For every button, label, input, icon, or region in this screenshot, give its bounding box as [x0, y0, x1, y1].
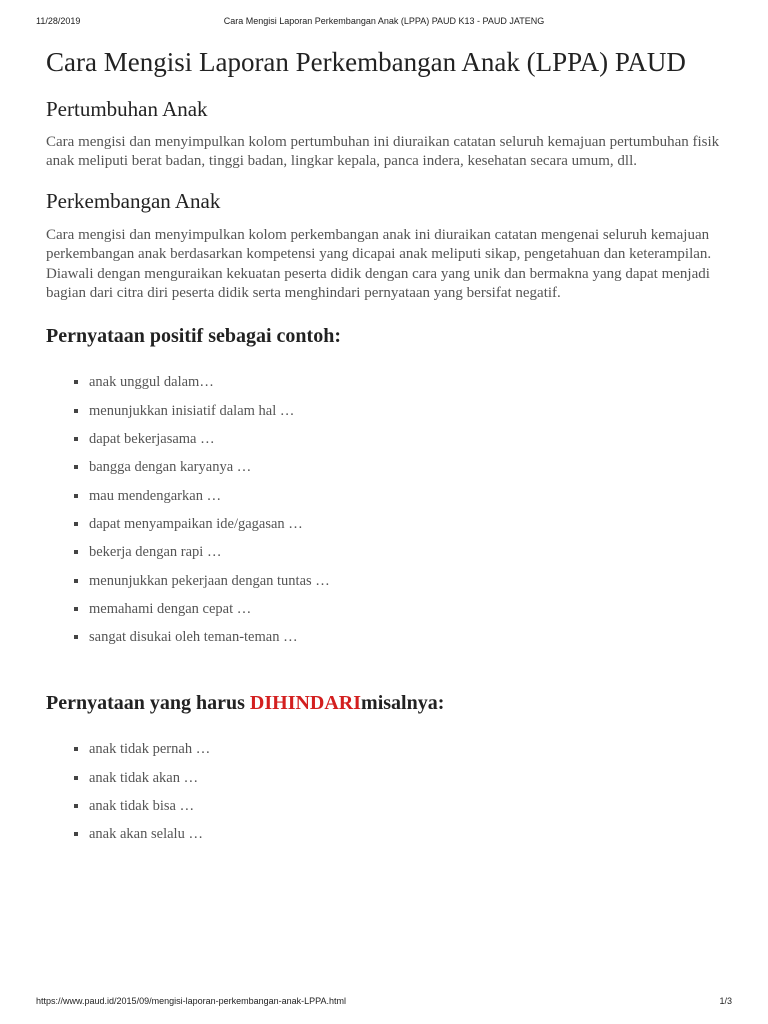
list-item: bangga dengan karyanya …	[46, 458, 732, 486]
list-item: anak tidak akan …	[46, 769, 732, 797]
article	[46, 44, 732, 854]
heading-positive-statements: Pernyataan positif sebagai contoh:	[46, 325, 341, 348]
list-item: dapat menyampaikan ide/gagasan …	[46, 515, 732, 543]
list-item: sangat disukai oleh teman-teman …	[46, 628, 732, 656]
print-header	[36, 16, 732, 30]
heading-pertumbuhan-anak: Pertumbuhan Anak	[46, 97, 208, 121]
avoid-statements-list	[46, 740, 732, 853]
paragraph-pertumbuhan-anak: Cara mengisi dan menyimpulkan kolom pertumbuhan ini diuraikan catatan seluruh kemajuan pertumbuhan fisik anak meliputi berat badan, tinggi badan, lingkar kepala, panca indera, kesehatan secara umum, dll.	[46, 134, 720, 170]
heading-avoid-statements	[46, 690, 732, 716]
heading-avoid-prefix: Pernyataan yang harus	[46, 692, 250, 715]
heading-avoid-highlight: DIHINDARI	[249, 692, 362, 715]
print-footer	[36, 996, 732, 1010]
paragraph-perkembangan-anak: Cara mengisi dan menyimpulkan kolom perkembangan anak ini diuraikan catatan mengenai seluruh kemajuan perkembangan anak berdasarkan kompetensi yang dicapai anak meliputi sikap, pengetahuan dan keterampilan. Diawali dengan menguraikan kekuatan peserta didik dengan cara yang unik dan bermakna yang dapat menjadi bagian dari citra diri peserta didik serta menghindari pernyataan yang bersifat negatif.	[46, 226, 712, 302]
list-item: bekerja dengan rapi …	[46, 543, 732, 571]
list-item: menunjukkan pekerjaan dengan tuntas …	[46, 572, 732, 600]
positive-statements-list	[46, 373, 732, 656]
page-number: 1/3	[719, 996, 732, 1006]
heading-avoid-suffix: misalnya:	[361, 692, 445, 715]
list-item: mau mendengarkan …	[46, 487, 732, 515]
heading-perkembangan-anak: Perkembangan Anak	[46, 188, 221, 213]
print-date: 11/28/2019	[36, 16, 81, 26]
list-item: anak unggul dalam…	[46, 373, 732, 401]
list-item: anak tidak pernah …	[46, 740, 732, 768]
list-item: menunjukkan inisiatif dalam hal …	[46, 402, 732, 430]
list-item: dapat bekerjasama …	[46, 430, 732, 458]
print-page-title: Cara Mengisi Laporan Perkembangan Anak (LPPA) PAUD K13 - PAUD JATENG	[223, 16, 545, 26]
article-title: Cara Mengisi Laporan Perkembangan Anak (LPPA) PAUD	[46, 47, 686, 77]
source-url: https://www.paud.id/2015/09/mengisi-laporan-perkembangan-anak-LPPA.html	[36, 996, 347, 1006]
list-item: anak akan selalu …	[46, 825, 732, 853]
list-item: memahami dengan cepat …	[46, 600, 732, 628]
list-item: anak tidak bisa …	[46, 797, 732, 825]
